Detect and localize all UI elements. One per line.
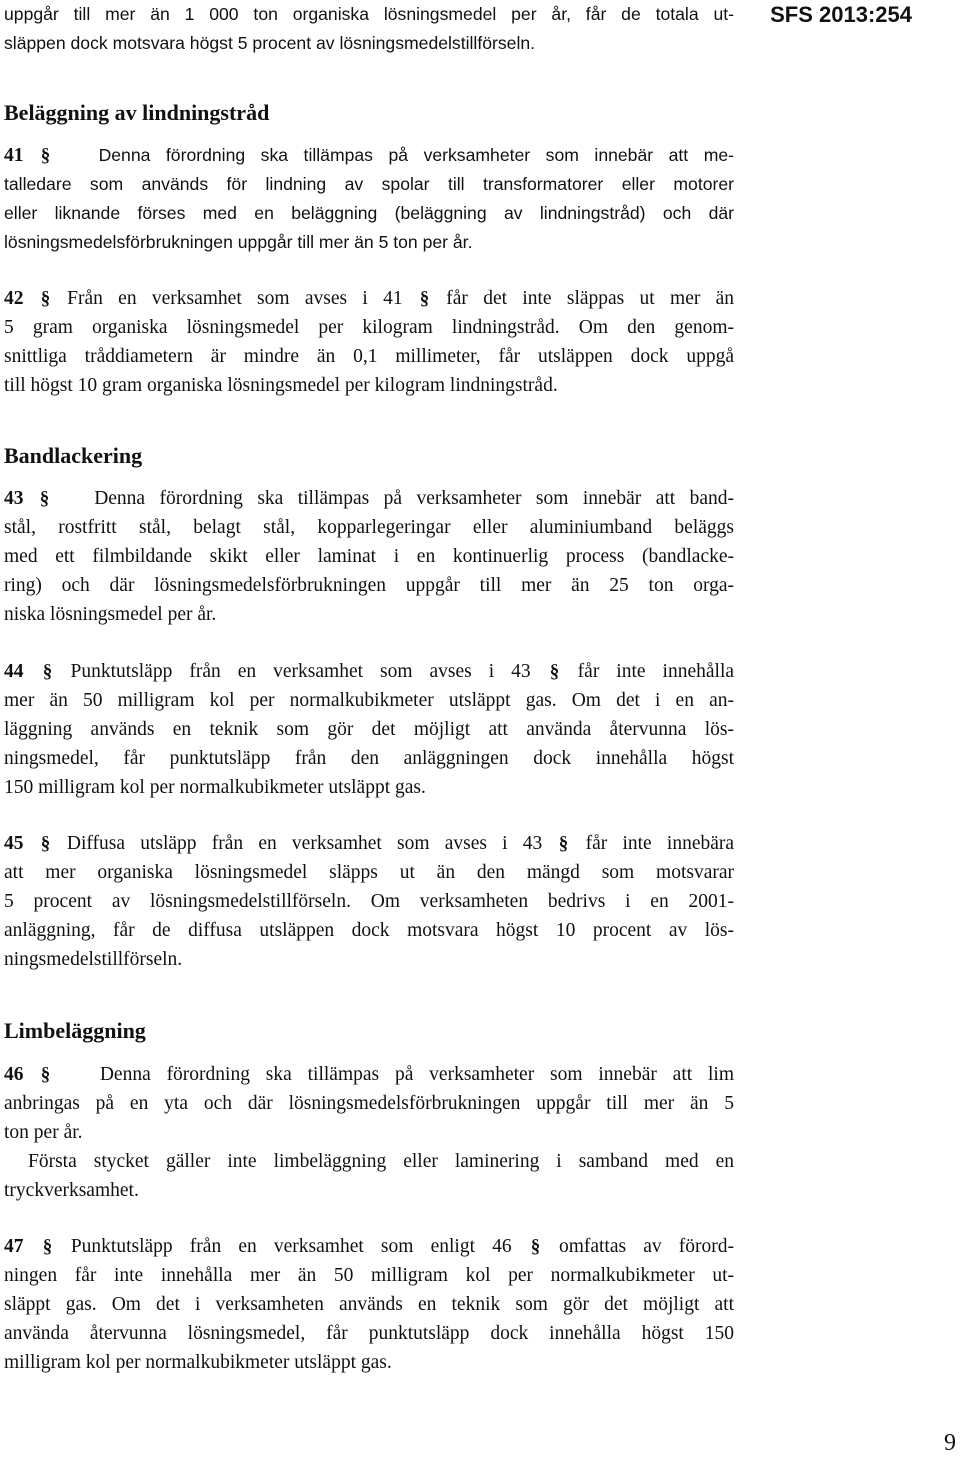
paragraph-first-line [4,284,734,313]
paragraph-line: 5 procent av lösningsmedelstillförseln. Om verksamheten bedrivs i en 2001- [4,891,734,912]
paragraph-line: ningsmedel, får punktutsläpp från den anläggningen dock innehålla högst [4,748,734,769]
svg-text:§: § [40,288,51,309]
section-sign-icon [41,1232,54,1261]
paragraph-line: tryckverksamhet. [4,1180,139,1201]
svg-text:§: § [41,1064,51,1085]
section-sign-icon [41,657,54,686]
paragraph-line: till högst 10 gram organiska lösningsmedel per kilogram lindningstråd. [4,375,558,396]
paragraph-line: stål, rostfritt stål, belagt stål, kopparlegeringar eller aluminiumband beläggs [4,517,734,538]
paragraph-line: ton per år. [4,1122,83,1143]
page-number: 9 [944,1430,956,1456]
section-sign-icon [39,284,52,313]
paragraph-line: anläggning, får de diffusa utsläppen dock motsvara högst 10 procent av lös- [4,920,734,941]
paragraph-first-line [4,1232,734,1261]
paragraph-line: snittliga tråddiametern är mindre än 0,1 millimeter, får utsläppen dock uppgå [4,346,734,367]
paragraph-line: milligram kol per normalkubikmeter utsläppt gas. [4,1352,392,1373]
paragraph-line: ring) och där lösningsmedelsförbrukningen uppgår till mer än 25 ton orga- [4,575,734,596]
section-sign-icon [39,141,52,170]
paragraph-text: Denna förordning ska tillämpas på verksamheter som innebär att band- [94,488,735,509]
svg-text:§: § [42,661,52,682]
paragraph-line: att mer organiska lösningsmedel släpps ut än den mängd som motsvarar [4,862,734,883]
section-sign-icon [38,484,51,513]
section-heading: Beläggning av lindningstråd [4,100,270,125]
intro-line: släppen dock motsvara högst 5 procent av lösningsmedelstillförseln. [4,33,536,53]
section-heading: Limbeläggning [4,1018,146,1043]
paragraph-line: Första stycket gäller inte limbeläggning eller laminering i samband med en [28,1151,734,1172]
section-sign-icon [39,1060,52,1089]
svg-text:§: § [530,1236,541,1257]
intro-paragraph [4,0,734,58]
paragraph-first-line [4,657,734,686]
section-sign-icon [557,829,570,858]
paragraph-line: talledare som används för lindning av spolar till transformatorer eller motorer [4,174,734,194]
paragraph-line: läggning används en teknik som gör det möjligt att använda återvunna lös- [4,719,734,740]
section-sign-icon [418,284,431,313]
section-number: 43 [4,488,24,509]
paragraph-text: får inte innebära [585,833,735,854]
section-number: 42 [4,288,24,309]
paragraph-text: omfattas av förord- [558,1236,735,1257]
section-number: 46 [4,1064,24,1085]
svg-text:§: § [559,833,569,854]
section-number: 47 [4,1236,24,1257]
section-sign-icon [529,1232,542,1261]
paragraph-line: med ett filmbildande skikt eller laminat i en kontinuerlig process (bandlacke- [4,546,734,567]
section-number: 41 [4,145,24,166]
paragraph-first-line [4,484,734,513]
paragraph-text: Från en verksamhet som avses i 41 [67,288,403,309]
section-sign-icon [548,657,561,686]
paragraph-text: Denna förordning ska tillämpas på verksamheter som innebär att me- [98,145,734,165]
paragraph-text: Denna förordning ska tillämpas på verksamheter som innebär att lim [99,1064,735,1085]
paragraph-text: Diffusa utsläpp från en verksamhet som avses i 43 [66,833,543,854]
paragraph-47 [4,1232,734,1377]
svg-text:§: § [549,661,559,682]
svg-text:§: § [40,145,51,166]
paragraph-line: ningen får inte innehålla mer än 50 milligram kol per normalkubikmeter ut- [4,1265,734,1286]
paragraph-first-line [4,829,734,858]
section-heading: Bandlackering [4,443,143,468]
sfs-number: SFS 2013:254 [770,2,912,27]
svg-text:§: § [40,833,50,854]
paragraph-text: Punktutsläpp från en verksamhet som enligt 46 [70,1236,512,1257]
paragraph-44 [4,657,734,802]
paragraph-42 [4,284,734,400]
section-number: 45 [4,833,24,854]
section-number: 44 [4,661,24,682]
paragraph-first-line [4,141,734,170]
paragraph-45 [4,829,734,974]
svg-text:§: § [39,488,50,509]
paragraph-text: får det inte släppas ut mer än [446,288,735,309]
paragraph-line: ningsmedelstillförseln. [4,949,183,970]
paragraph-line: anbringas på en yta och där lösningsmedelsförbrukningen uppgår till mer än 5 [4,1093,734,1114]
svg-text:§: § [42,1236,52,1257]
paragraph-text: Punktutsläpp från en verksamhet som avses i 43 [70,661,531,682]
paragraph-line: använda återvunna lösningsmedel, får punktutsläpp dock innehålla högst 150 [4,1323,734,1344]
paragraph-line: niska lösningsmedel per år. [4,604,217,625]
paragraph-line: 5 gram organiska lösningsmedel per kilogram lindningstråd. Om den genom- [4,317,734,338]
intro-line: uppgår till mer än 1 000 ton organiska lösningsmedel per år, får de totala ut- [4,4,734,24]
paragraph-text: får inte innehålla [577,661,735,682]
svg-text:§: § [419,288,430,309]
paragraph-line: lösningsmedelsförbrukningen uppgår till mer än 5 ton per år. [4,232,473,252]
section-sign-icon [39,829,52,858]
paragraph-line: eller liknande förses med en beläggning (beläggning av lindningstråd) och där [4,203,734,223]
paragraph-line: 150 milligram kol per normalkubikmeter utsläppt gas. [4,777,426,798]
paragraph-41 [4,141,734,257]
paragraph-first-line [4,1060,734,1089]
paragraph-line: mer än 50 milligram kol per normalkubikmeter utsläppt gas. Om det i en an- [4,690,734,711]
paragraph-46 [4,1060,734,1205]
paragraph-43 [4,484,734,629]
paragraph-line: släppt gas. Om det i verksamheten används en teknik som gör det möjligt att [4,1294,734,1315]
